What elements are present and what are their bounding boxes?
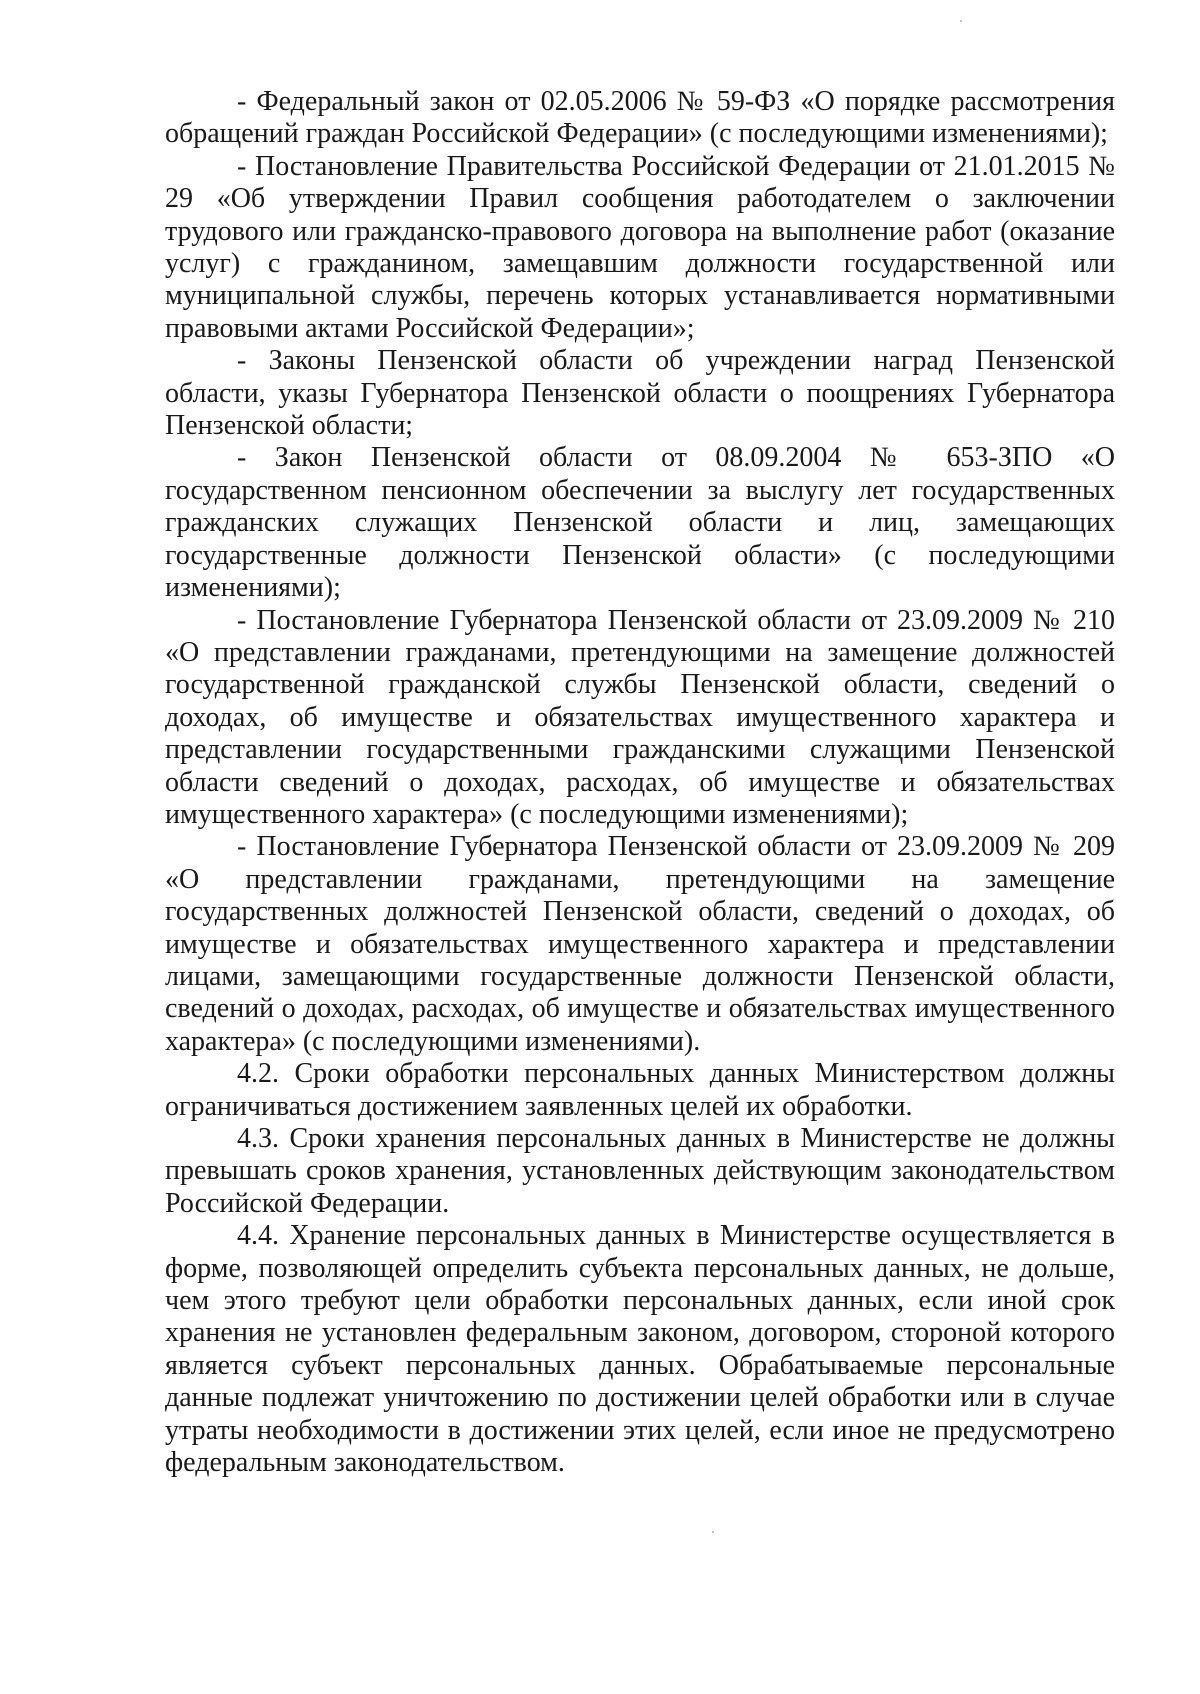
- paragraph-penza-award-laws: - Законы Пензенской области об учреждении наград Пензенской области, указы Губернатора Пензенской области о поощрениях Губернатора Пензенской области;: [165, 345, 1115, 442]
- paragraph-federal-law-59fz: - Федеральный закон от 02.05.2006 № 59-ФЗ «О порядке рассмотрения обращений граждан Российской Федерации» (с последующими изменениями);: [165, 86, 1115, 150]
- paragraph-governor-resolution-210: - Постановление Губернатора Пензенской области от 23.09.2009 № 210 «О представлении гражданами, претендующими на замещение должностей государственной гражданской службы Пензенской области, сведений о доходах, об имуществе и обязательствах имущественного характера и представлении государственными гражданскими служащими Пензенской области сведений о доходах, расходах, об имуществе и обязательствах имущественного характера» (с последующими изменениями);: [165, 604, 1115, 830]
- scan-speck: [960, 20, 962, 22]
- paragraph-governor-resolution-209: - Постановление Губернатора Пензенской области от 23.09.2009 № 209 «О представлении гражданами, претендующими на замещение государственных должностей Пензенской области, сведений о доходах, об имуществе и обязательствах имущественного характера и представлении лицами, замещающими государственные должности Пензенской области, сведений о доходах, расходах, об имуществе и обязательствах имущественного характера» (с последующими изменениями).: [165, 831, 1115, 1057]
- scan-speck: [712, 1531, 714, 1533]
- paragraph-4-2: 4.2. Сроки обработки персональных данных Министерством должны ограничиваться достижением заявленных целей их обработки.: [165, 1058, 1115, 1122]
- paragraph-4-3: 4.3. Сроки хранения персональных данных в Министерстве не должны превышать сроков хранения, установленных действующим законодательством Российской Федерации.: [165, 1123, 1115, 1219]
- paragraph-4-4: 4.4. Хранение персональных данных в Министерстве осуществляется в форме, позволяющей определить субъекта персональных данных, не дольше, чем этого требуют цели обработки персональных данных, если иной срок хранения не установлен федеральным законом, договором, стороной которого является субъект персональных данных. Обрабатываемые персональные данные подлежат уничтожению по достижении целей обработки или в случае утраты необходимости в достижении этих целей, если иное не предусмотрено федеральным законодательством.: [165, 1220, 1115, 1479]
- paragraph-penza-law-653zpo: - Закон Пензенской области от 08.09.2004 № 653-ЗПО «О государственном пенсионном обеспечении за выслугу лет государственных гражданских служащих Пензенской области и лиц, замещающих государственные должности Пензенской области» (с последующими изменениями);: [165, 442, 1115, 604]
- paragraph-government-resolution-29: - Постановление Правительства Российской Федерации от 21.01.2015 № 29 «Об утверждении Правил сообщения работодателем о заключении трудового или гражданско-правового договора на выполнение работ (оказание услуг) с гражданином, замещавшим должности государственной или муниципальной службы, перечень которых устанавливается нормативными правовыми актами Российской Федерации»;: [165, 150, 1115, 344]
- document-body: [165, 86, 1115, 1479]
